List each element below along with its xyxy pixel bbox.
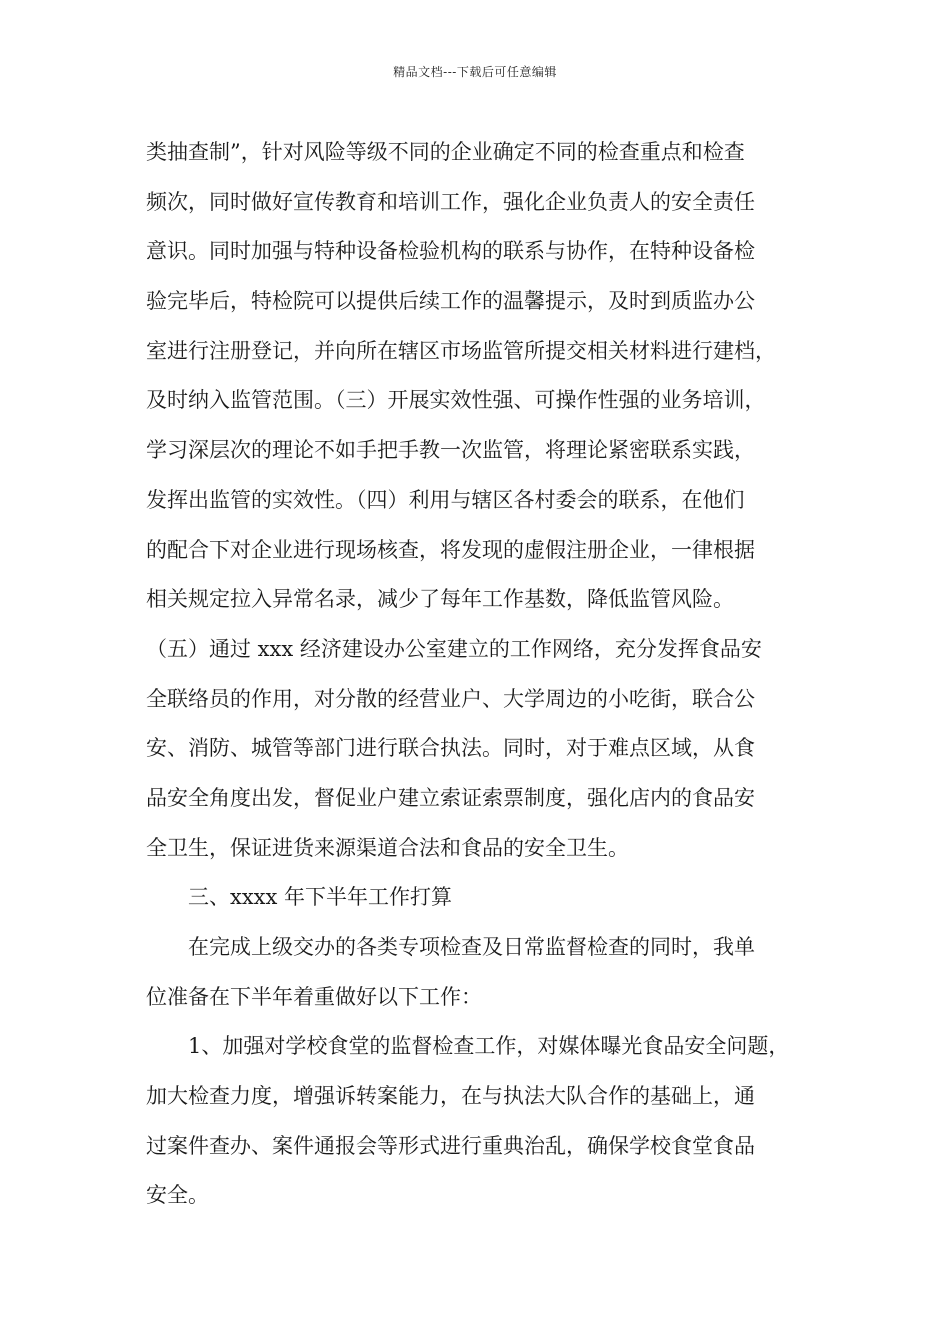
text-line: 位准备在下半年着重做好以下工作： bbox=[146, 984, 482, 1009]
text-line: 学习深层次的理论不如手把手教一次监管，将理论紧密联系实践， bbox=[146, 438, 755, 463]
text-line: 全卫生，保证进货来源渠道合法和食品的安全卫生。 bbox=[146, 835, 629, 860]
text-line: 验完毕后，特检院可以提供后续工作的温馨提示，及时到质监办公 bbox=[146, 289, 755, 314]
text-line: 安、消防、城管等部门进行联合执法。同时，对于难点区域，从食 bbox=[146, 736, 755, 761]
text-line: 安全。 bbox=[146, 1183, 209, 1208]
text-line: 1、加强对学校食堂的监督检查工作，对媒体曝光食品安全问题， bbox=[188, 1034, 790, 1059]
text-line: 的配合下对企业进行现场核查，将发现的虚假注册企业，一律根据 bbox=[146, 537, 755, 562]
text-line: 品安全角度出发，督促业户建立索证索票制度，强化店内的食品安 bbox=[146, 785, 755, 810]
text-line: 发挥出监管的实效性。（四）利用与辖区各村委会的联系，在他们 bbox=[146, 487, 745, 512]
text-line: 过案件查办、案件通报会等形式进行重典治乱，确保学校食堂食品 bbox=[146, 1133, 755, 1158]
text-line: 加大检查力度，增强诉转案能力，在与执法大队合作的基础上，通 bbox=[146, 1084, 755, 1109]
text-line: 相关规定拉入异常名录，减少了每年工作基数，降低监管风险。 bbox=[146, 587, 734, 612]
text-line: 在完成上级交办的各类专项检查及日常监督检查的同时，我单 bbox=[188, 935, 755, 959]
text-line: （五）通过 xxx 经济建设办公室建立的工作网络，充分发挥食品安 bbox=[146, 636, 762, 661]
text-line: 意识。同时加强与特种设备检验机构的联系与协作，在特种设备检 bbox=[146, 239, 755, 264]
section-heading: 三、xxxx 年下半年工作打算 bbox=[188, 885, 453, 910]
document-body bbox=[146, 128, 811, 1221]
text-line: 类抽查制”，针对风险等级不同的企业确定不同的检查重点和检查 bbox=[146, 140, 745, 164]
text-line: 室进行注册登记，并向所在辖区市场监管所提交相关材料进行建档， bbox=[146, 338, 776, 363]
text-line: 全联络员的作用，对分散的经营业户、大学周边的小吃街，联合公 bbox=[146, 686, 755, 711]
text-line: 频次，同时做好宣传教育和培训工作，强化企业负责人的安全责任 bbox=[146, 189, 755, 214]
page-header: 精品文档---下载后可任意编辑 bbox=[393, 65, 557, 79]
text-line: 及时纳入监管范围。（三）开展实效性强、可操作性强的业务培训， bbox=[146, 388, 766, 413]
